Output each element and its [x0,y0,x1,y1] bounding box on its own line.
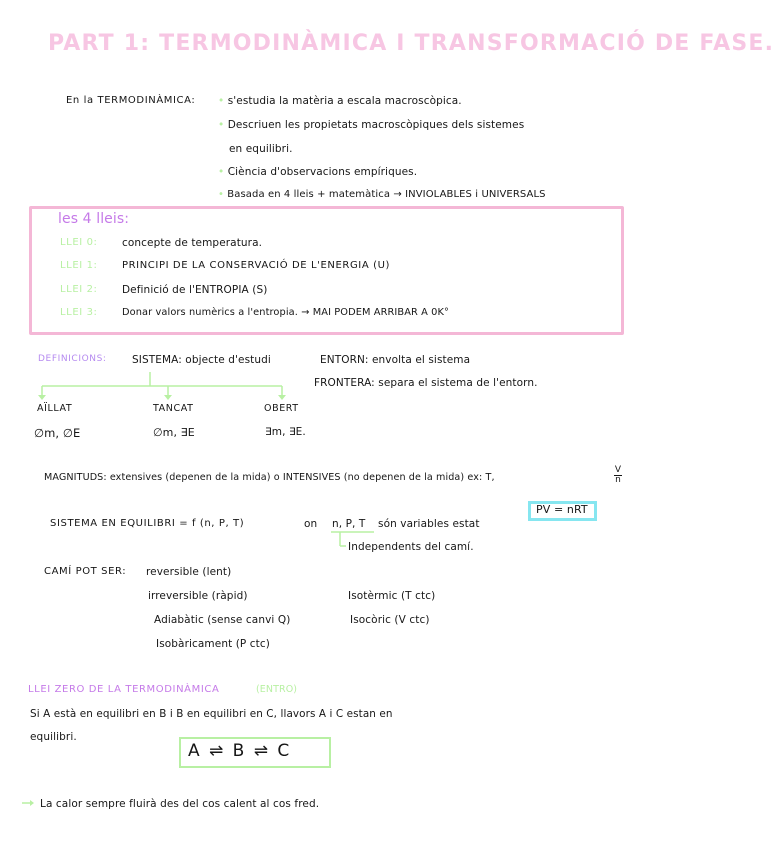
cami-right-0: Isotèrmic (T ctc) [348,590,436,602]
footer-note: La calor sempre fluirà des del cos calent al cos fred. [40,798,320,810]
page-title: PART 1: TERMODINÀMICA I TRANSFORMACIÓ DE FASE. [48,31,774,56]
entorn-definition: ENTORN: envolta el sistema [320,354,471,366]
equilibri-sub: Independents del camí. [348,541,474,553]
cami-left-2: Adiabàtic (sense canvi Q) [154,614,291,626]
sistema-definition: SISTEMA: objecte d'estudi [132,354,271,366]
zero-line-1: Si A està en equilibri en B i B en equilibri en C, llavors A i C estan en [30,708,393,720]
type-tancat-name: TANCAT [153,403,194,414]
law-3-label: LLEI 3: [60,307,98,318]
fraction-denominator: n [615,475,621,485]
bullet-icon: • [218,119,228,131]
cami-left-0: reversible (lent) [146,566,232,578]
zero-heading: LLEI ZERO DE LA TERMODINÀMICA [28,684,220,695]
intro-point-2: • Descriuen les propietats macroscòpiques dels sistemes [218,119,525,131]
law-2-label: LLEI 2: [60,284,98,295]
equilibri-rest: són variables estat [378,518,480,530]
cami-right-1: Isocòric (V ctc) [350,614,430,626]
law-0-label: LLEI 0: [60,237,98,248]
law-1-label: LLEI 1: [60,260,98,271]
bullet-icon: • [218,189,228,200]
frontera-definition: FRONTERA: separa el sistema de l'entorn. [314,377,538,389]
type-obert-name: OBERT [264,403,299,414]
ideal-gas-formula: PV = nRT [536,503,588,516]
zero-line-2: equilibri. [30,731,77,743]
zero-heading-note: (ENTRO) [256,684,298,695]
bullet-icon: • [218,95,228,107]
definitions-label: DEFINICIONS: [38,354,107,364]
bullet-icon: • [218,166,228,178]
equilibri-on: on [304,518,318,530]
law-1-text: PRINCIPI DE LA CONSERVACIÓ DE L'ENERGIA (U) [122,260,390,271]
law-3-text: Donar valors numèrics a l'entropia. → MAI PODEM ARRIBAR A 0K° [122,307,450,318]
type-obert-desc: ∃m, ∃E. [265,426,306,438]
law-2-text: Definició de l'ENTROPIA (S) [122,284,268,296]
cami-label: CAMÍ POT SER: [44,566,127,577]
fraction-numerator: V [614,465,622,475]
laws-heading: les 4 lleis: [58,211,130,227]
intro-point-2-cont: en equilibri. [229,143,293,155]
type-ailat-desc: ∅m, ∅E [34,426,81,440]
intro-point-3: • Ciència d'observacions empíriques. [218,166,418,178]
cami-left-1: irreversible (ràpid) [148,590,248,602]
cami-left-3: Isobàricament (P ctc) [156,638,270,650]
law-0-text: concepte de temperatura. [122,237,263,249]
magnituds-line: MAGNITUDS: extensives (depenen de la mida) o INTENSIVES (no depenen de la mida) ex: T, [44,472,495,483]
intro-point-4: • Basada en 4 lleis + matemàtica → INVIOLABLES i UNIVERSALS [218,189,546,200]
equilibri-vars: n, P, T [332,518,366,530]
intro-lead: En la TERMODINÀMICA: [66,95,196,106]
equilibri-text: SISTEMA EN EQUILIBRI = f (n, P, T) [50,518,245,529]
type-tancat-desc: ∅m, ∃E [153,426,195,439]
volume-fraction [614,466,622,485]
type-ailat-name: AÏLLAT [37,403,73,414]
intro-point-1: • s'estudia la matèria a escala macroscòpica. [218,95,462,107]
equilibrium-equation: A ⇌ B ⇌ C [188,741,292,761]
